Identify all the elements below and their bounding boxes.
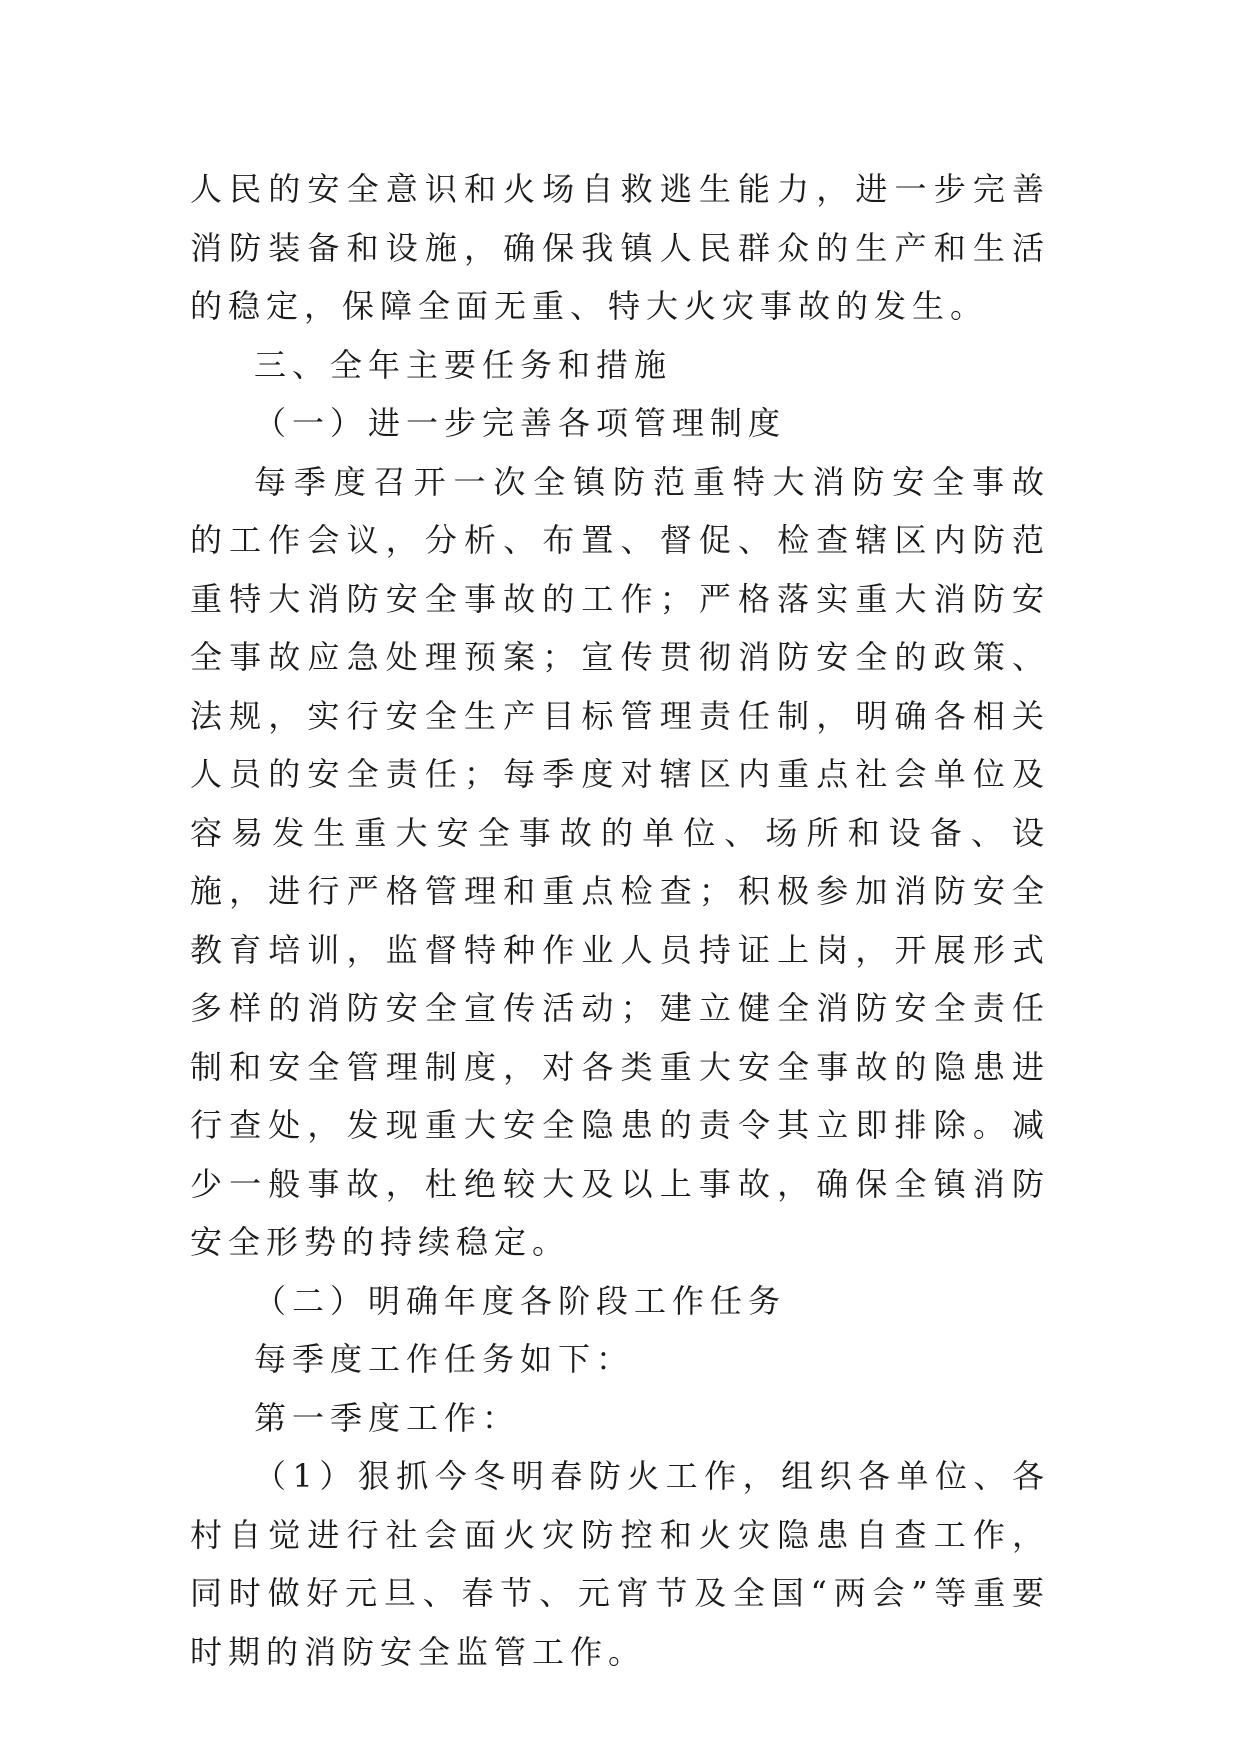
paragraph-management-system: 每季度召开一次全镇防范重特大消防安全事故的工作会议，分析、布置、督促、检查辖区内防范重特大消防安全事故的工作；严格落实重大消防安全事故应急处理预案；宣传贯彻消防安全的政策、法规，实行安全生产目标管理责任制，明确各相关人员的安全责任；每季度对辖区内重点社会单位及容易发生重大安全事故的单位、场所和设备、设施，进行严格管理和重点检查；积极参加消防安全教育培训，监督特种作业人员持证上岗，开展形式多样的消防安全宣传活动；建立健全消防安全责任制和安全管理制度，对各类重大安全事故的隐患进行查处，发现重大安全隐患的责令其立即排除。减少一般事故，杜绝较大及以上事故，确保全镇消防安全形势的持续稳定。 bbox=[190, 462, 1050, 1261]
paragraph-continued-intro: 人民的安全意识和火场自救逃生能力，进一步完善消防装备和设施，确保我镇人民群众的生产和生活的稳定，保障全面无重、特大火灾事故的发生。 bbox=[190, 170, 1050, 325]
section-heading-three: 三、全年主要任务和措施 bbox=[254, 345, 673, 384]
subsection-heading-two: （二）明确年度各阶段工作任务 bbox=[254, 1281, 787, 1320]
paragraph-first-quarter-label: 第一季度工作： bbox=[254, 1398, 521, 1437]
paragraph-first-quarter-item-1: （1）狠抓今冬明春防火工作，组织各单位、各村自觉进行社会面火灾防控和火灾隐患自查工作，同时做好元旦、春节、元宵节及全国“两会”等重要时期的消防安全监管工作。 bbox=[190, 1457, 1050, 1671]
subsection-heading-one: （一）进一步完善各项管理制度 bbox=[254, 404, 787, 442]
document-body bbox=[190, 160, 1050, 1681]
paragraph-quarterly-tasks-intro: 每季度工作任务如下： bbox=[254, 1340, 635, 1378]
